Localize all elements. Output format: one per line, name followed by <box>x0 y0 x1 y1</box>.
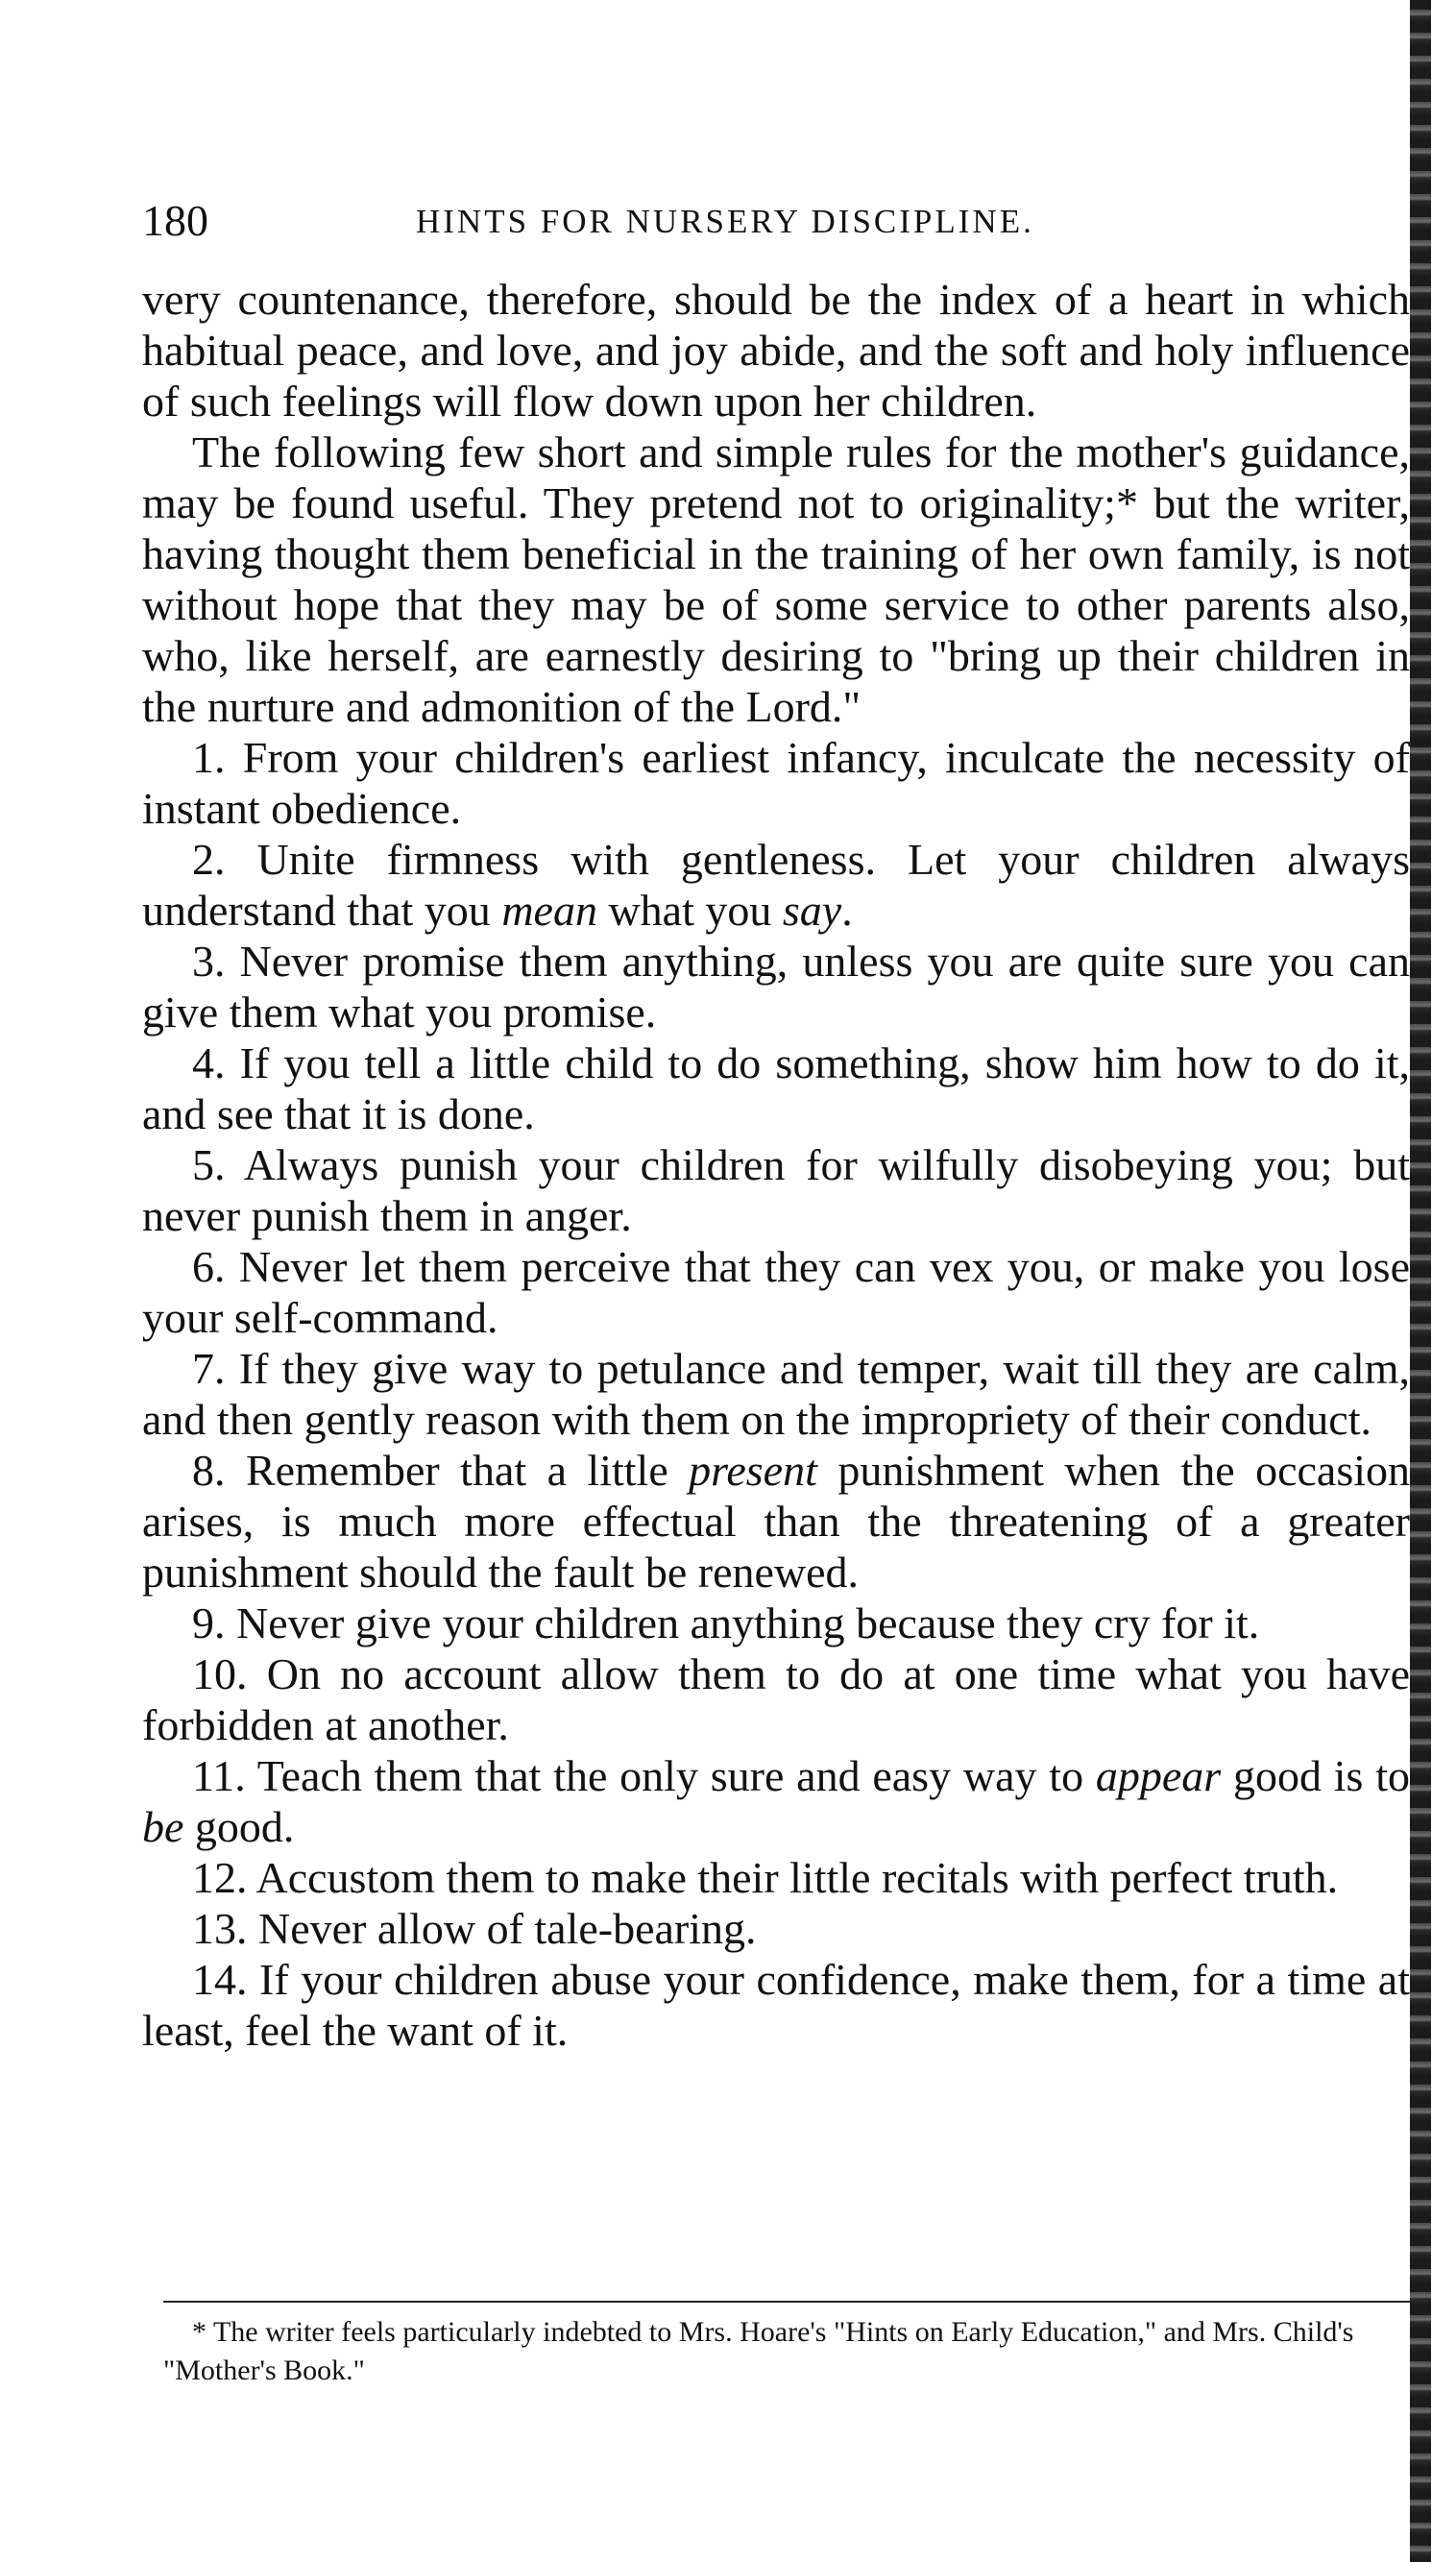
rule-number: 11. <box>192 1751 246 1800</box>
rule-number: 9. <box>192 1598 226 1647</box>
rule-text: Teach them that the only sure and easy way to <box>256 1751 1096 1800</box>
rule-text: Unite firmness with gentleness. Let your children always understand that you <box>142 835 1411 935</box>
page-header <box>142 192 1420 250</box>
rule-text: From your children's earliest infancy, inculcate the necessity of instant obedience. <box>142 733 1410 833</box>
rule-item-8 <box>142 1445 1410 1598</box>
rule-item-5 <box>142 1139 1410 1241</box>
rule-emphasis: appear <box>1095 1751 1222 1800</box>
page-number: 180 <box>142 196 208 245</box>
rule-item-2 <box>142 834 1410 936</box>
rule-text: Always punish your children for wilfully disobeying you; but never punish them in anger. <box>142 1140 1410 1240</box>
rule-emphasis: mean <box>501 886 597 935</box>
rule-text: Never promise them anything, unless you are quite sure you can give them what you promise. <box>142 937 1411 1037</box>
rule-number: 1. <box>192 733 226 782</box>
rule-item-14 <box>142 1954 1410 2056</box>
rule-text: Never allow of tale-bearing. <box>258 1904 757 1953</box>
rule-text: . <box>841 886 853 935</box>
rule-number: 8. <box>192 1446 226 1495</box>
rule-item-11 <box>142 1750 1410 1852</box>
rule-text: If you tell a little child to do something, show him how to do it, and see that it is done. <box>142 1038 1411 1138</box>
footnote: * The writer feels particularly indebted to Mrs. Hoare's "Hints on Early Education," and Mrs. Child's "Mother's Book." <box>163 2316 1354 2386</box>
rule-item-3 <box>142 936 1410 1037</box>
rule-item-4 <box>142 1037 1410 1139</box>
rule-item-10 <box>142 1648 1410 1750</box>
running-head: HINTS FOR NURSERY DISCIPLINE. <box>416 203 1034 240</box>
rule-text: Never give your children anything because they cry for it. <box>236 1598 1260 1647</box>
rule-text: good is to <box>1221 1751 1410 1800</box>
rule-item-9 <box>142 1598 1410 1648</box>
rule-item-12 <box>142 1852 1410 1903</box>
rule-emphasis: be <box>142 1802 184 1851</box>
rule-number: 10. <box>192 1649 248 1698</box>
rule-number: 4. <box>192 1038 226 1087</box>
rule-emphasis: say <box>782 886 842 935</box>
rule-item-1 <box>142 732 1410 834</box>
paragraph-intro: The following few short and simple rules for the mother's guidance, may be found useful. They pretend not to originality;* but the writer, having thought them beneficial in the training of her own family, is not without hope that they may be of some service to other parents also, who, like herself, are earnestly desiring to "bring up their children in the nurture and admonition of the Lord." <box>142 427 1410 731</box>
rule-number: 2. <box>192 835 226 884</box>
rule-number: 14. <box>192 1955 248 2004</box>
rule-number: 6. <box>192 1242 226 1291</box>
rule-number: 12. <box>192 1853 248 1902</box>
rule-item-6 <box>142 1241 1410 1343</box>
rule-item-7 <box>142 1343 1410 1445</box>
rule-number: 13. <box>192 1904 248 1953</box>
rule-text: good. <box>183 1802 295 1851</box>
rule-number: 3. <box>192 937 226 986</box>
rule-text: punishment when the occasion arises, is much more effectual than the threatening of a greater punishment should the fault be renewed. <box>142 1446 1411 1597</box>
rule-text: Never let them perceive that they can vex you, or make you lose your self-command. <box>142 1242 1410 1342</box>
paragraph-continuation: very countenance, therefore, should be the index of a heart in which habitual peace, and love, and joy abide, and the soft and holy influence of such feelings will flow down upon her children. <box>142 275 1410 426</box>
rule-number: 5. <box>192 1140 226 1189</box>
binding-edge <box>1410 0 1431 2562</box>
rule-text: If they give way to petulance and temper, wait till they are calm, and then gently reason with them on the impropriety of their conduct. <box>142 1344 1411 1444</box>
rule-number: 7. <box>192 1344 226 1393</box>
footnote-divider <box>163 2301 1410 2303</box>
rule-emphasis: present <box>689 1446 817 1495</box>
rule-text: On no account allow them to do at one time what you have forbidden at another. <box>142 1649 1410 1749</box>
binding-gutter <box>1431 0 1456 2562</box>
rule-text: Accustom them to make their little recitals with perfect truth. <box>255 1853 1339 1902</box>
rule-item-13 <box>142 1903 1410 1954</box>
rule-text: what you <box>596 886 783 935</box>
rule-text: Remember that a little <box>245 1446 690 1495</box>
body-text <box>142 274 1410 2056</box>
rule-text: If your children abuse your confidence, make them, for a time at least, feel the want of it. <box>142 1955 1411 2055</box>
